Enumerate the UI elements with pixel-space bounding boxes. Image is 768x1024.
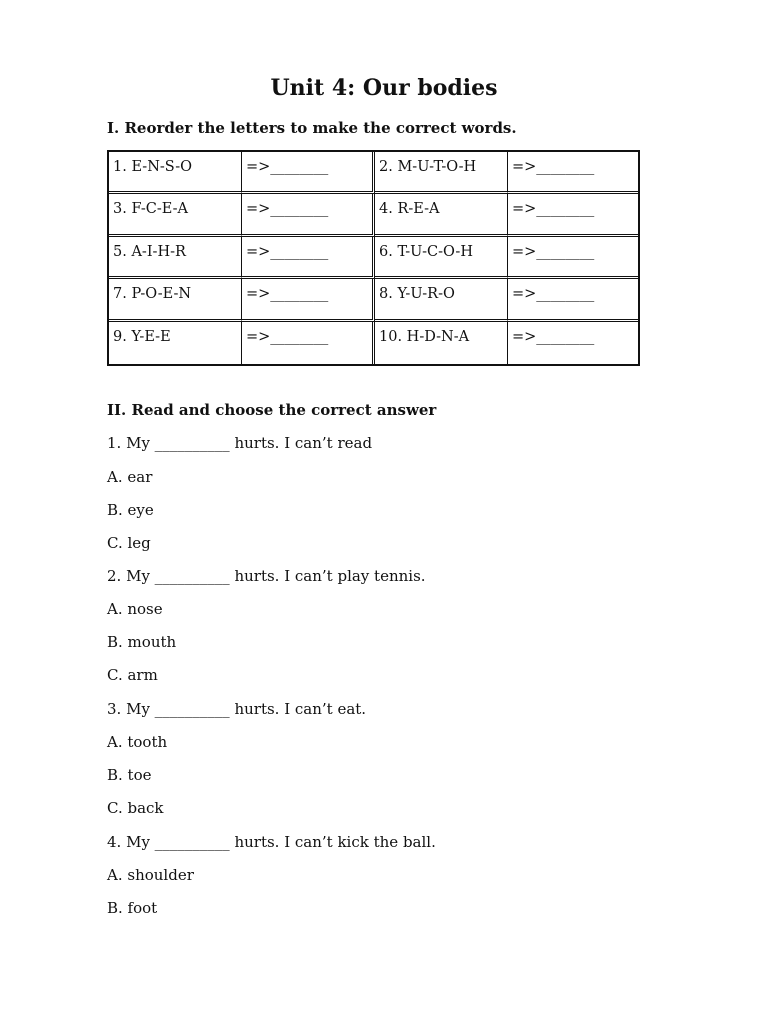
option-line: B. toe	[107, 766, 152, 784]
table-cell-answer-blank: =>________	[508, 152, 638, 194]
option-line: A. shoulder	[107, 866, 194, 884]
table-cell-scrambled: 4. R-E-A	[375, 194, 508, 236]
option-line: A. ear	[107, 468, 153, 486]
table-cell-answer-blank: =>________	[508, 237, 638, 279]
table-cell-scrambled: 7. P-O-E-N	[109, 279, 242, 321]
table-cell-answer-blank: =>________	[508, 194, 638, 236]
question-2: 2. My __________ hurts. I can’t play tennis.	[107, 567, 426, 585]
option-line: C. arm	[107, 666, 158, 684]
table-cell-scrambled: 2. M-U-T-O-H	[375, 152, 508, 194]
reorder-letters-table	[107, 150, 640, 366]
option-line: B. foot	[107, 899, 158, 917]
option-line: B. mouth	[107, 633, 177, 651]
table-cell-answer-blank: =>________	[508, 279, 638, 321]
table-cell-scrambled: 1. E-N-S-O	[109, 152, 242, 194]
option-line: C. leg	[107, 534, 151, 552]
table-cell-answer-blank: =>________	[242, 322, 375, 364]
table-cell-scrambled: 6. T-U-C-O-H	[375, 237, 508, 279]
table-cell-scrambled: 8. Y-U-R-O	[375, 279, 508, 321]
section-1-heading: I. Reorder the letters to make the correct words.	[107, 119, 517, 137]
option-line: A. tooth	[107, 733, 168, 751]
page-title: Unit 4: Our bodies	[270, 75, 498, 101]
table-cell-answer-blank: =>________	[242, 194, 375, 236]
question-3: 3. My __________ hurts. I can’t eat.	[107, 700, 367, 718]
table-cell-scrambled: 3. F-C-E-A	[109, 194, 242, 236]
table-cell-answer-blank: =>________	[242, 279, 375, 321]
option-line: C. back	[107, 799, 164, 817]
question-4: 4. My __________ hurts. I can’t kick the ball.	[107, 833, 436, 851]
option-line: A. nose	[107, 600, 163, 618]
table-cell-scrambled: 10. H-D-N-A	[375, 322, 508, 364]
table-cell-scrambled: 5. A-I-H-R	[109, 237, 242, 279]
question-1: 1. My __________ hurts. I can’t read	[107, 434, 373, 452]
section-2-heading: II. Read and choose the correct answer	[107, 401, 437, 419]
table-cell-answer-blank: =>________	[242, 152, 375, 194]
table-cell-answer-blank: =>________	[512, 328, 595, 345]
table-cell-answer-blank: =>________	[242, 237, 375, 279]
table-cell-scrambled: 9. Y-E-E	[109, 322, 242, 364]
option-line: B. eye	[107, 501, 154, 519]
